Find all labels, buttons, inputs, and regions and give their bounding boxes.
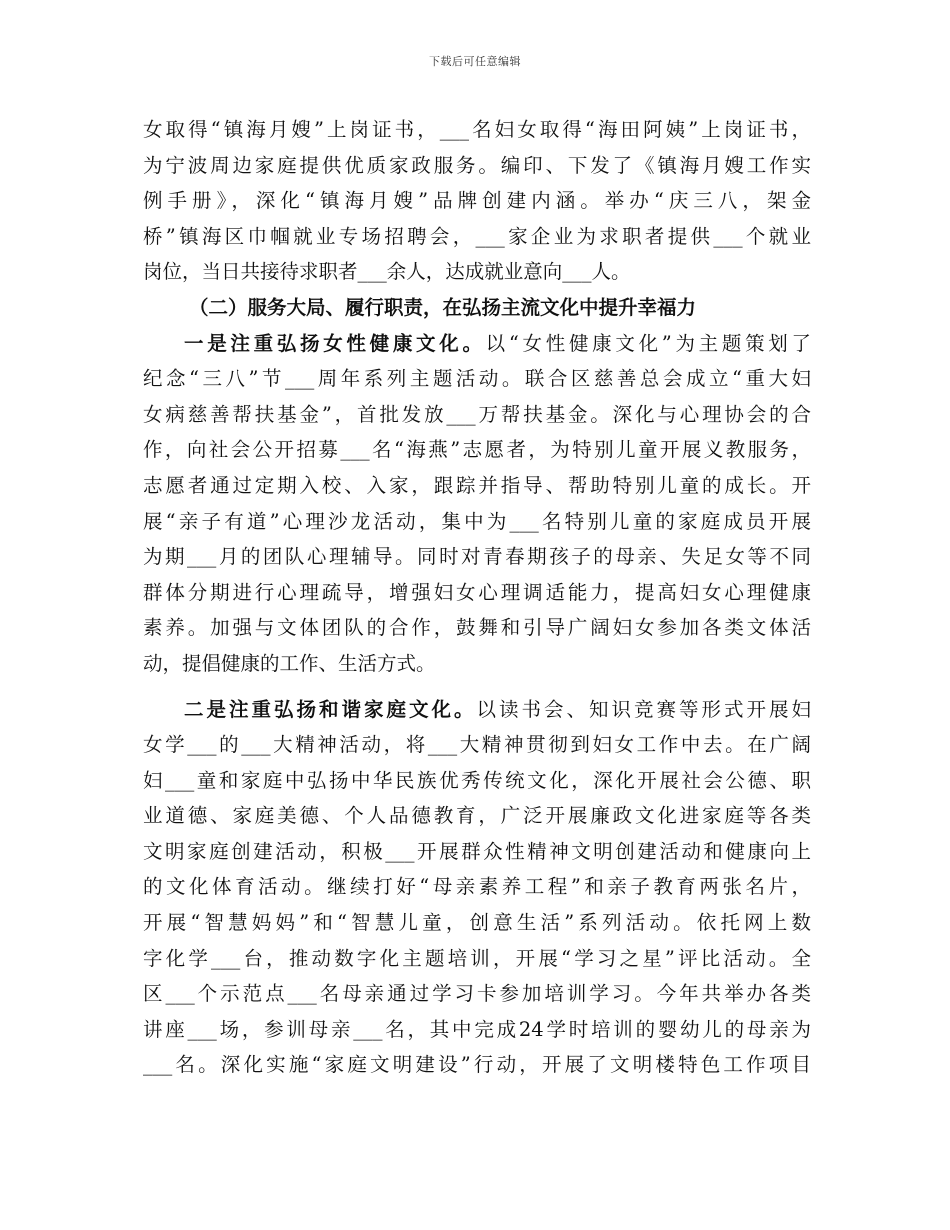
text-line: 志愿者通过定期入校、入家，跟踪并指导、帮助特别儿童的成长。开 — [143, 473, 811, 497]
page-header: 下载后可任意编辑 — [429, 55, 521, 68]
text-line: 的文化体育活动。继续打好“母亲素养工程”和亲子教育两张名片， — [143, 875, 811, 899]
text-line: 素养。加强与文体团队的合作，鼓舞和引导广阔妇女参加各类文体活 — [143, 616, 811, 640]
text-line: 业道德、家庭美德、个人品德教育，广泛开展廉政文化进家庭等各类 — [143, 804, 811, 828]
text-line: 区___个示范点___名母亲通过学习卡参加培训学习。今年共举办各类 — [143, 982, 811, 1006]
text-line: 作，向社会公开招募___名“海燕”志愿者，为特别儿童开展义教服务， — [143, 438, 811, 462]
section-heading: （二）服务大局、履行职责，在弘扬主流文化中提升幸福力 — [189, 295, 697, 319]
text-line: 文明家庭创建活动，积极___开展群众性精神文明创建活动和健康向上 — [143, 839, 811, 863]
text-line: 讲座___场，参训母亲___名，其中完成24学时培训的婴幼儿的母亲为 — [143, 1017, 811, 1041]
text-line: 为期___月的团队心理辅导。同时对青春期孩子的母亲、失足女等不同 — [143, 545, 811, 569]
paragraph-health-culture — [143, 326, 811, 682]
paragraph-employment — [143, 112, 811, 290]
text-line: 例手册》，深化“镇海月嫂”品牌创建内涵。举办“庆三八，架金 — [143, 189, 811, 213]
text-line: 女病慈善帮扶基金”，首批发放___万帮扶基金。深化与心理协会的合 — [143, 402, 811, 426]
text-line: 动，提倡健康的工作、生活方式。 — [143, 651, 436, 675]
text-line: 妇___童和家庭中弘扬中华民族优秀传统文化，深化开展社会公德、职 — [143, 768, 811, 792]
text-line: 女学___的___大精神活动，将___大精神贯彻到妇女工作中去。在广阔 — [143, 733, 811, 757]
text-line: 为宁波周边家庭提供优质家政服务。编印、下发了《镇海月嫂工作实 — [143, 153, 811, 177]
paragraph-lead: 一是注重弘扬女性健康文化。 — [184, 331, 486, 355]
text-line: 女取得“镇海月嫂”上岗证书，___名妇女取得“海田阿姨”上岗证书， — [143, 118, 811, 141]
text-line: 开展“智慧妈妈”和“智慧儿童，创意生活”系列活动。依托网上数 — [143, 911, 811, 935]
paragraph-lead: 二是注重弘扬和谐家庭文化。 — [184, 697, 477, 721]
text-line: ___名。深化实施“家庭文明建设”行动，开展了文明楼特色工作项目 — [143, 1053, 811, 1077]
paragraph-lead-rest: 以读书会、知识竞赛等形式开展妇 — [476, 697, 811, 721]
paragraph-family-culture — [143, 692, 811, 1084]
document-body — [143, 112, 811, 1083]
text-line: 岗位，当日共接待求职者___余人，达成就业意向___人。 — [143, 260, 631, 284]
text-line: 字化学___台，推动数字化主题培训，开展“学习之星”评比活动。全 — [143, 946, 811, 970]
text-line: 群体分期进行心理疏导，增强妇女心理调适能力，提高妇女心理健康 — [143, 580, 811, 604]
paragraph-lead-rest: 以“女性健康文化”为主题策划了 — [485, 331, 811, 355]
paragraph-gap — [143, 682, 811, 692]
text-line: 展“亲子有道”心理沙龙活动，集中为___名特别儿童的家庭成员开展 — [143, 509, 811, 533]
text-line — [143, 326, 811, 362]
text-line — [143, 692, 811, 728]
text-line: 纪念“三八”节___周年系列主题活动。联合区慈善总会成立“重大妇 — [143, 367, 811, 391]
text-line: 桥”镇海区巾帼就业专场招聘会，___家企业为求职者提供___个就业 — [143, 224, 811, 248]
